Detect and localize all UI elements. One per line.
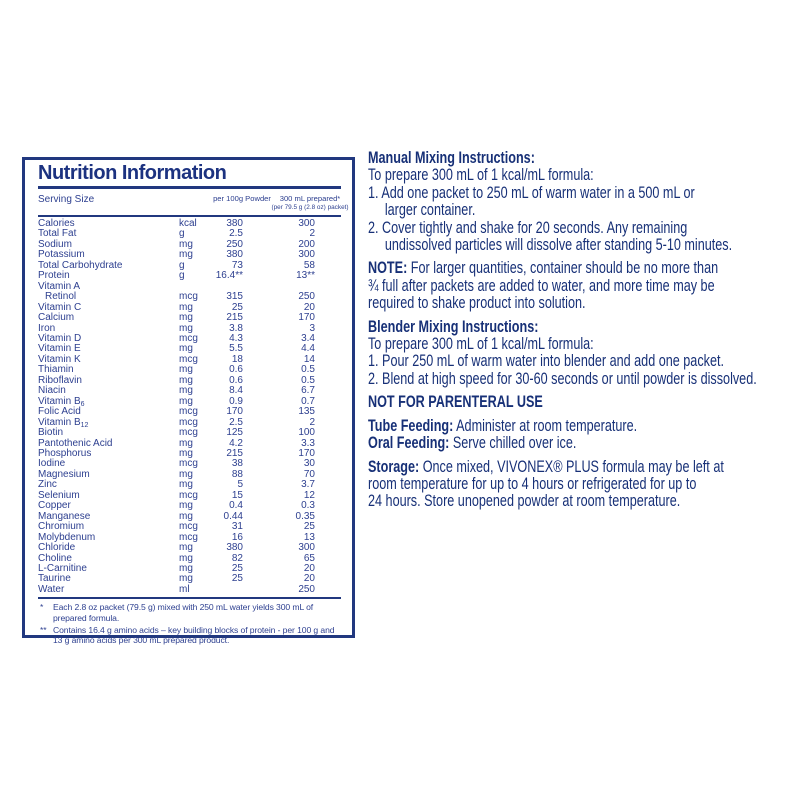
oral-feeding-line-line: Oral Feeding: Serve chilled over ice. — [368, 434, 577, 453]
value-per-100g: 82 — [231, 552, 243, 564]
instructions-panel — [368, 150, 796, 511]
value-per-100g — [213, 585, 243, 595]
value-per-300ml: 20 — [303, 562, 315, 574]
value-per-300ml: 0.35 — [295, 510, 315, 522]
table-row — [38, 271, 341, 281]
value-per-100g: 315 — [226, 291, 243, 303]
value-per-100g: 88 — [231, 468, 243, 480]
nutrient-unit: mg — [179, 510, 193, 522]
column-header-prepared — [271, 195, 349, 211]
nutrient-name: Calories — [38, 218, 75, 229]
storage-paragraph-line: 24 hours. Store unopened powder at room temperature. — [368, 492, 681, 511]
nutrient-name: Niacin — [38, 385, 66, 397]
value-per-300ml: 25 — [303, 521, 315, 533]
nutrient-unit: mg — [179, 374, 193, 386]
value-per-100g: 215 — [226, 312, 243, 324]
nutrient-unit: mcg — [179, 353, 198, 365]
blender-mixing-intro — [368, 336, 796, 353]
nutrition-panel — [22, 157, 355, 646]
nutrient-unit: mg — [179, 301, 193, 313]
nutrient-name: Folic Acid — [38, 406, 81, 418]
nutrient-name: Total Fat — [38, 228, 77, 240]
manual-mixing-step-2-line: 2. Cover tightly and shake for 20 seconds. Any remaining — [368, 218, 688, 237]
serving-size-label: Serving Size — [38, 194, 95, 205]
nutrient-unit: mg — [179, 343, 193, 355]
value-per-300ml: 13 — [303, 531, 315, 543]
column-header-powder: per 100g Powder — [213, 194, 271, 203]
footnote-text: Each 2.8 oz packet (79.5 g) mixed with 250 mL water yields 300 mL of prepared formula. — [53, 602, 314, 623]
note-paragraph-line: required to shake product into solution. — [368, 294, 586, 313]
nutrient-name: Potassium — [38, 249, 85, 261]
table-row — [38, 543, 341, 553]
value-per-100g: 0.6 — [229, 374, 243, 386]
nutrient-name: Water — [38, 583, 65, 595]
nutrient-name: Biotin — [38, 427, 64, 439]
value-per-100g: 380 — [226, 249, 243, 261]
blender-mixing-heading-line: Blender Mixing Instructions: — [368, 317, 539, 336]
table-row — [38, 313, 341, 323]
table-row — [38, 585, 341, 595]
nutrient-name: Chloride — [38, 542, 76, 554]
footnote-marker: * — [40, 602, 44, 613]
value-per-100g: 125 — [226, 427, 243, 439]
nutrient-unit: mg — [179, 479, 193, 491]
nutrient-name: Molybdenum — [38, 531, 96, 543]
nutrient-unit: mcg — [179, 332, 198, 344]
blender-mixing-step-2 — [368, 371, 796, 388]
footnotes — [38, 602, 341, 645]
nutrient-name: Vitamin E — [38, 343, 81, 355]
nutrient-name: Vitamin K — [38, 353, 81, 365]
value-per-300ml: 14 — [303, 353, 315, 365]
value-per-100g: 25 — [231, 562, 243, 574]
value-per-100g: 38 — [231, 458, 243, 470]
nutrient-name: Vitamin $B_{12}$ — [38, 416, 89, 429]
nutrient-name: Choline — [38, 552, 72, 564]
table-row — [38, 428, 341, 438]
nutrient-table — [38, 219, 341, 599]
value-per-100g: 380 — [226, 542, 243, 554]
parenteral-warning — [368, 394, 796, 411]
nutrient-unit: kcal — [179, 218, 197, 229]
nutrient-unit: mg — [179, 542, 193, 554]
value-per-300ml: 2 — [309, 228, 315, 240]
value-per-300ml: 200 — [298, 238, 315, 250]
nutrient-name: Thiamin — [38, 364, 74, 376]
nutrient-name: Iron — [38, 322, 56, 334]
nutrient-unit: mg — [179, 312, 193, 324]
blender-mixing-step-1 — [368, 353, 796, 370]
note-paragraph — [368, 260, 796, 312]
value-per-100g: 0.9 — [229, 395, 243, 407]
value-per-100g: 5.5 — [229, 343, 243, 355]
nutrient-unit: mg — [179, 395, 193, 407]
nutrient-unit: mg — [179, 552, 193, 564]
value-per-300ml: 58 — [303, 259, 315, 271]
blender-mixing-step-2-line: 2. Blend at high speed for 30-60 seconds or until powder is dissolved. — [368, 369, 757, 388]
nutrient-unit: mcg — [179, 427, 198, 439]
nutrient-name: Phosphorus — [38, 447, 92, 459]
table-header — [38, 189, 349, 217]
nutrient-name: Vitamin C — [38, 301, 82, 313]
nutrient-name: Selenium — [38, 489, 80, 501]
nutrient-name: Iodine — [38, 458, 66, 470]
oral-feeding-line-lead: Oral Feeding: — [368, 434, 450, 453]
nutrient-unit: mg — [179, 437, 193, 449]
nutrient-unit: mg — [179, 238, 193, 250]
nutrient-unit: mcg — [179, 531, 198, 543]
nutrient-name: Vitamin $B_6$ — [38, 395, 85, 408]
nutrient-unit: mcg — [179, 291, 198, 303]
value-per-100g: 73 — [231, 259, 243, 271]
value-per-100g: 4.3 — [229, 332, 243, 344]
nutrient-name: Magnesium — [38, 468, 90, 480]
nutrient-unit: mcg — [179, 458, 198, 470]
value-per-100g: 31 — [231, 521, 243, 533]
nutrient-name: Total Carbohydrate — [38, 259, 123, 271]
value-per-300ml: 2 — [309, 416, 315, 428]
footnote — [38, 625, 341, 646]
value-per-300ml: 135 — [298, 406, 315, 418]
column-header-prepared-line1: 300 mL prepared* — [279, 194, 341, 203]
value-per-100g: 3.8 — [229, 322, 243, 334]
nutrient-name: Copper — [38, 500, 71, 512]
nutrient-unit: mg — [179, 573, 193, 585]
nutrient-name: Chromium — [38, 521, 85, 533]
manual-mixing-step-1-line: 1. Add one packet to 250 mL of warm water in a 500 mL or — [368, 183, 695, 202]
value-per-300ml: 30 — [303, 458, 315, 470]
value-per-100g: 25 — [231, 301, 243, 313]
value-per-300ml: 3.7 — [301, 479, 315, 491]
nutrient-name: Zinc — [38, 479, 57, 491]
nutrient-unit: mg — [179, 249, 193, 261]
nutrient-unit: g — [179, 228, 185, 240]
value-per-300ml: 20 — [303, 573, 315, 585]
value-per-300ml: 3 — [309, 322, 315, 334]
manual-mixing-step-2 — [368, 220, 796, 255]
value-per-100g: 2.5 — [229, 416, 243, 428]
nutrient-name: Protein — [38, 270, 70, 282]
storage-paragraph — [368, 459, 796, 511]
note-paragraph-line: NOTE: For larger quantities, container should be no more than — [368, 259, 719, 278]
nutrient-name: Vitamin A — [38, 280, 81, 292]
value-per-100g: 16.4** — [215, 270, 243, 282]
column-header-prepared-line2: (per 79.5 g (2.8 oz) packet) — [271, 203, 349, 211]
value-per-300ml: 100 — [298, 427, 315, 439]
value-per-300ml: 3.3 — [301, 437, 315, 449]
panel-title: Nutrition Information — [38, 162, 341, 189]
value-per-300ml: 250 — [298, 291, 315, 303]
nutrient-unit: mcg — [179, 521, 198, 533]
tube-feeding-line-line: Tube Feeding: Administer at room temperature. — [368, 416, 638, 435]
nutrient-unit: mg — [179, 322, 193, 334]
nutrient-unit: ml — [179, 583, 190, 595]
nutrient-unit: mg — [179, 447, 193, 459]
table-row — [38, 219, 341, 229]
value-per-100g: 170 — [226, 406, 243, 418]
value-per-300ml: 70 — [303, 468, 315, 480]
storage-paragraph-lead: Storage: — [368, 457, 420, 476]
nutrient-unit: mg — [179, 562, 193, 574]
storage-paragraph-line: Storage: Once mixed, VIVONEX® PLUS formula may be left at — [368, 457, 724, 476]
value-per-300ml: 300 — [298, 218, 315, 229]
nutrient-name: Manganese — [38, 510, 91, 522]
value-per-100g: 8.4 — [229, 385, 243, 397]
value-per-300ml: 65 — [303, 552, 315, 564]
footnote — [38, 602, 341, 623]
nutrient-name: Sodium — [38, 238, 72, 250]
nutrient-name: Riboflavin — [38, 374, 82, 386]
manual-mixing-step-1-line: larger container. — [384, 201, 476, 220]
value-per-100g: 4.2 — [229, 437, 243, 449]
nutrient-unit: mg — [179, 364, 193, 376]
parenteral-warning-line: NOT FOR PARENTERAL USE — [368, 393, 543, 412]
nutrient-unit: mg — [179, 468, 193, 480]
blender-mixing-step-1-line: 1. Pour 250 mL of warm water into blender and add one packet. — [368, 352, 724, 371]
value-per-100g: 250 — [226, 238, 243, 250]
value-per-300ml: 4.4 — [301, 343, 315, 355]
nutrient-name: Vitamin D — [38, 332, 82, 344]
manual-mixing-step-1 — [368, 185, 796, 220]
value-per-100g: 215 — [226, 447, 243, 459]
nutrient-unit: g — [179, 270, 185, 282]
tube-feeding-line — [368, 418, 796, 435]
blender-mixing-heading — [368, 319, 796, 336]
value-per-300ml: 13** — [296, 270, 315, 282]
value-per-300ml: 20 — [303, 301, 315, 313]
nutrient-name: L-Carnitine — [38, 562, 87, 574]
nutrient-name: Taurine — [38, 573, 71, 585]
value-per-300ml: 3.4 — [301, 332, 315, 344]
value-per-300ml: 0.5 — [301, 374, 315, 386]
manual-mixing-heading — [368, 150, 796, 167]
value-per-100g: 15 — [231, 489, 243, 501]
value-per-300ml: 6.7 — [301, 385, 315, 397]
value-per-300ml: 300 — [298, 542, 315, 554]
nutrient-unit: mcg — [179, 489, 198, 501]
storage-paragraph-line: room temperature for up to 4 hours or refrigerated for up to — [368, 474, 697, 493]
value-per-100g: 2.5 — [229, 228, 243, 240]
value-per-100g: 16 — [231, 531, 243, 543]
value-per-100g: 18 — [231, 353, 243, 365]
manual-mixing-intro — [368, 167, 796, 184]
nutrient-name: Pantothenic Acid — [38, 437, 113, 449]
nutrient-name: Calcium — [38, 312, 75, 324]
value-per-300ml: 250 — [298, 583, 315, 595]
value-per-300ml: 300 — [298, 249, 315, 261]
footnote-marker: ** — [40, 624, 47, 635]
value-per-100g: 0.44 — [223, 510, 243, 522]
value-per-100g: 25 — [231, 573, 243, 585]
value-per-300ml: 0.7 — [301, 395, 315, 407]
manual-mixing-intro-line: To prepare 300 mL of 1 kcal/mL formula: — [368, 166, 594, 185]
value-per-300ml: 0.3 — [301, 500, 315, 512]
note-paragraph-line: ¾ full after packets are added to water, and more time may be — [368, 276, 715, 295]
value-per-300ml: 12 — [303, 489, 315, 501]
nutrient-unit: mg — [179, 385, 193, 397]
note-paragraph-lead: NOTE: — [368, 259, 408, 278]
value-per-300ml: 170 — [298, 312, 315, 324]
nutrient-unit: g — [179, 259, 185, 271]
value-per-300ml: 170 — [298, 447, 315, 459]
value-per-300ml: 0.5 — [301, 364, 315, 376]
value-per-100g: 0.6 — [229, 364, 243, 376]
nutrient-unit: mcg — [179, 406, 198, 418]
nutrient-unit: mcg — [179, 416, 198, 428]
value-per-100g: 0.4 — [229, 500, 243, 512]
blender-mixing-intro-line: To prepare 300 mL of 1 kcal/mL formula: — [368, 335, 594, 354]
oral-feeding-line — [368, 435, 796, 452]
tube-feeding-line-lead: Tube Feeding: — [368, 416, 454, 435]
value-per-100g: 5 — [237, 479, 243, 491]
manual-mixing-step-2-line: undissolved particles will dissolve after standing 5-10 minutes. — [384, 236, 733, 255]
footnote-text: Contains 16.4 g amino acids – key building blocks of protein - per 100 g and 13 g amino acids per 300 mL prepared product. — [53, 624, 335, 646]
value-per-100g: 380 — [226, 218, 243, 229]
manual-mixing-heading-line: Manual Mixing Instructions: — [368, 149, 535, 167]
nutrient-name: Retinol — [45, 291, 77, 303]
nutrient-unit: mg — [179, 500, 193, 512]
